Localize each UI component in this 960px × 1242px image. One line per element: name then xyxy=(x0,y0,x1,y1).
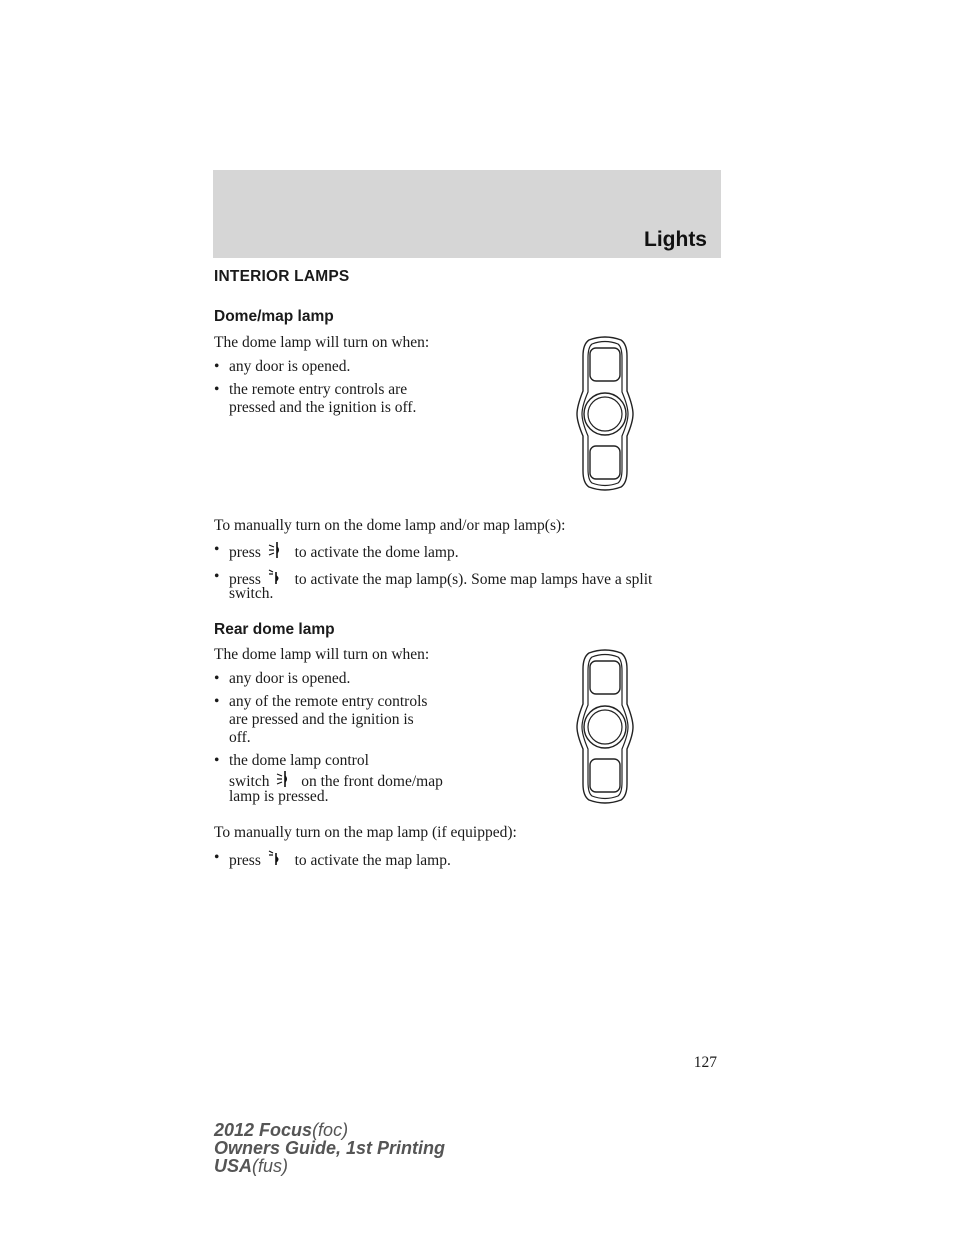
footer-line-2: Owners Guide, 1st Printing xyxy=(214,1138,446,1158)
subheading-dome-map-lamp: Dome/map lamp xyxy=(214,308,334,325)
bullet-dot: • xyxy=(214,541,220,558)
rear-manual-text: To manually turn on the map lamp (if equipped): xyxy=(214,824,517,841)
footer-line-3: USA(fus) xyxy=(214,1156,289,1176)
map-lamp-icon xyxy=(267,849,283,867)
bullet-dot: • xyxy=(214,693,220,710)
bullet-dot: • xyxy=(214,358,220,375)
footer-line-1: 2012 Focus(foc) xyxy=(214,1120,349,1140)
dome-map-lamp-illustration xyxy=(575,336,635,491)
rear-intro-text: The dome lamp will turn on when: xyxy=(214,646,430,663)
bullet-dot: • xyxy=(214,381,220,398)
bullet-dot: • xyxy=(214,568,220,585)
bullet-dot: • xyxy=(214,752,220,769)
page-number: 127 xyxy=(693,1054,717,1071)
section-heading-interior-lamps: INTERIOR LAMPS xyxy=(214,268,350,285)
section-header-band xyxy=(213,170,721,258)
document-footer xyxy=(214,1121,445,1175)
rear-dome-lamp-illustration xyxy=(575,649,635,804)
map-lamp-icon xyxy=(267,568,283,586)
dome-intro-text: The dome lamp will turn on when: xyxy=(214,334,430,351)
section-title: Lights xyxy=(644,228,707,251)
bullet-dot: • xyxy=(214,849,220,866)
bullet-dot: • xyxy=(214,670,220,687)
dome-manual-text: To manually turn on the dome lamp and/or map lamp(s): xyxy=(214,517,566,534)
dome-lamp-icon xyxy=(267,541,283,559)
subheading-rear-dome-lamp: Rear dome lamp xyxy=(214,621,335,638)
dome-lamp-icon xyxy=(275,770,291,788)
